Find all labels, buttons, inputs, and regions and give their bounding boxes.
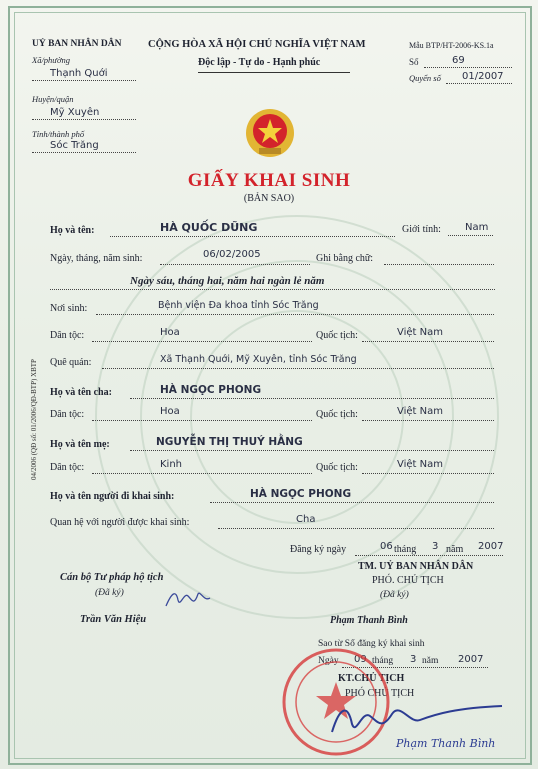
copy-year-word: năm (422, 656, 439, 666)
ward-label: Xã/phường (32, 55, 70, 65)
document-title: GIẤY KHAI SINH (187, 170, 351, 191)
ward-dotline (32, 80, 136, 81)
province-dotline (32, 152, 136, 153)
copy-day: 09 (354, 654, 367, 665)
mother-nationality-value: Việt Nam (397, 459, 444, 470)
copy-signature-icon (326, 696, 506, 740)
mother-nationality-label: Quốc tịch: (316, 462, 358, 473)
province-label: Tỉnh/thành phố (32, 129, 85, 139)
hometown-label: Quê quán: (50, 357, 92, 368)
reg-month: 3 (432, 541, 439, 552)
ethnicity-dotline (92, 341, 312, 342)
hometown-dotline (102, 368, 494, 369)
nationality-dotline (362, 341, 494, 342)
so-dotline (424, 67, 512, 68)
name-dotline (110, 236, 395, 237)
committee-title: TM. UỶ BAN NHÂN DÂN (358, 561, 474, 572)
province-value: Sóc Trăng (50, 140, 99, 151)
chair-signed: (Đã ký) (380, 590, 409, 600)
quyen-value: 01/2007 (462, 71, 504, 82)
nationality-value: Việt Nam (397, 327, 444, 338)
father-ethnicity-dotline (92, 420, 312, 421)
copy-year: 2007 (458, 654, 484, 665)
copy-month-word: tháng (372, 656, 394, 666)
reg-year-word: năm (446, 544, 464, 555)
officer-signed: (Đã ký) (95, 588, 124, 598)
chair-name: Phạm Thanh Bình (330, 615, 408, 626)
mother-ethnicity-label: Dân tộc: (50, 462, 85, 473)
form-code: Mẫu BTP/HT-2006-KS.1a (409, 41, 494, 50)
father-nationality-dotline (362, 420, 494, 421)
officer-title: Cán bộ Tư pháp hộ tịch (60, 572, 164, 583)
sex-dotline (448, 235, 493, 236)
declarant-dotline (210, 502, 494, 503)
document-subtitle: (BẢN SAO) (243, 193, 295, 204)
dob-words-dotline (384, 264, 494, 265)
birthplace-label: Nơi sinh: (50, 303, 88, 314)
declarant-label: Họ và tên người đi khai sinh: (50, 491, 175, 502)
ethnicity-label: Dân tộc: (50, 330, 85, 341)
district-dotline (32, 119, 136, 120)
mother-nationality-dotline (362, 473, 494, 474)
district-label: Huyện/quận (32, 94, 74, 104)
dob-label: Ngày, tháng, năm sinh: (50, 253, 143, 264)
district-value: Mỹ Xuyên (50, 107, 100, 118)
reg-month-word: tháng (394, 544, 417, 555)
dob-dotline (160, 264, 310, 265)
mother-label: Họ và tên mẹ: (50, 439, 110, 450)
relation-label: Quan hệ với người được khai sinh: (50, 517, 190, 528)
committee-heading: UỶ BAN NHÂN DÂN (32, 39, 122, 49)
mother-dotline (130, 450, 494, 451)
copy-month: 3 (410, 654, 417, 665)
name-value: HÀ QUỐC DŨNG (160, 221, 258, 234)
copy-kt: KT.CHỦ TỊCH (338, 673, 405, 684)
ward-value: Thạnh Quới (50, 68, 108, 79)
motto-underline (198, 72, 350, 73)
reg-date-dotline (355, 555, 503, 556)
relation-dotline (218, 528, 494, 529)
reg-day: 06 (380, 541, 393, 552)
father-dotline (130, 398, 494, 399)
mother-value: NGUYỄN THỊ THUÝ HẰNG (156, 436, 303, 448)
motto: Độc lập - Tự do - Hạnh phúc (198, 57, 321, 68)
copy-signer-name: Phạm Thanh Bình (396, 737, 496, 750)
quyen-label: Quyển số (409, 73, 441, 83)
so-value: 69 (452, 55, 465, 66)
nationality-label: Quốc tịch: (316, 330, 358, 341)
dob-words-value: Ngày sáu, tháng hai, năm hai ngàn lẻ năm (130, 275, 325, 287)
sex-value: Nam (465, 222, 489, 233)
father-label: Họ và tên cha: (50, 387, 112, 398)
declarant-value: HÀ NGỌC PHONG (250, 488, 352, 500)
officer-signature-icon (162, 586, 214, 612)
father-ethnicity-label: Dân tộc: (50, 409, 85, 420)
father-nationality-label: Quốc tịch: (316, 409, 358, 420)
officer-name: Trần Văn Hiệu (80, 614, 147, 625)
reg-date-prefix: Đăng ký ngày (290, 544, 347, 555)
quyen-dotline (446, 83, 512, 84)
sex-label: Giới tính: (402, 224, 441, 235)
vice-chair-title: PHÓ. CHỦ TỊCH (372, 575, 444, 586)
name-label: Họ và tên: (50, 225, 95, 236)
relation-value: Cha (296, 514, 316, 525)
copy-vice: PHÓ CHỦ TỊCH (345, 688, 415, 699)
so-label: Số (409, 57, 419, 67)
dob-value: 06/02/2005 (203, 249, 261, 260)
father-value: HÀ NGỌC PHONG (160, 384, 262, 396)
ethnicity-value: Hoa (160, 327, 180, 338)
reg-year: 2007 (478, 541, 504, 552)
mother-ethnicity-value: Kinh (160, 459, 183, 470)
national-emblem-icon (244, 107, 296, 159)
dob-words-line2 (50, 289, 495, 290)
dob-words-label: Ghi bằng chữ: (316, 253, 374, 264)
birthplace-dotline (96, 314, 494, 315)
republic-heading: CỘNG HÒA XÃ HỘI CHỦ NGHĨA VIỆT NAM (148, 39, 366, 50)
father-ethnicity-value: Hoa (160, 406, 180, 417)
father-nationality-value: Việt Nam (397, 406, 444, 417)
copy-day-label: Ngày (318, 656, 339, 666)
copy-note: Sao từ Sổ đăng ký khai sinh (318, 639, 425, 649)
side-print-note: 04/2006 (QĐ số: 01/2006/QĐ-BTP) XBTP (30, 359, 38, 480)
birthplace-value: Bệnh viện Đa khoa tỉnh Sóc Trăng (158, 300, 319, 311)
mother-ethnicity-dotline (92, 473, 312, 474)
hometown-value: Xã Thạnh Quới, Mỹ Xuyên, tỉnh Sóc Trăng (160, 354, 357, 365)
